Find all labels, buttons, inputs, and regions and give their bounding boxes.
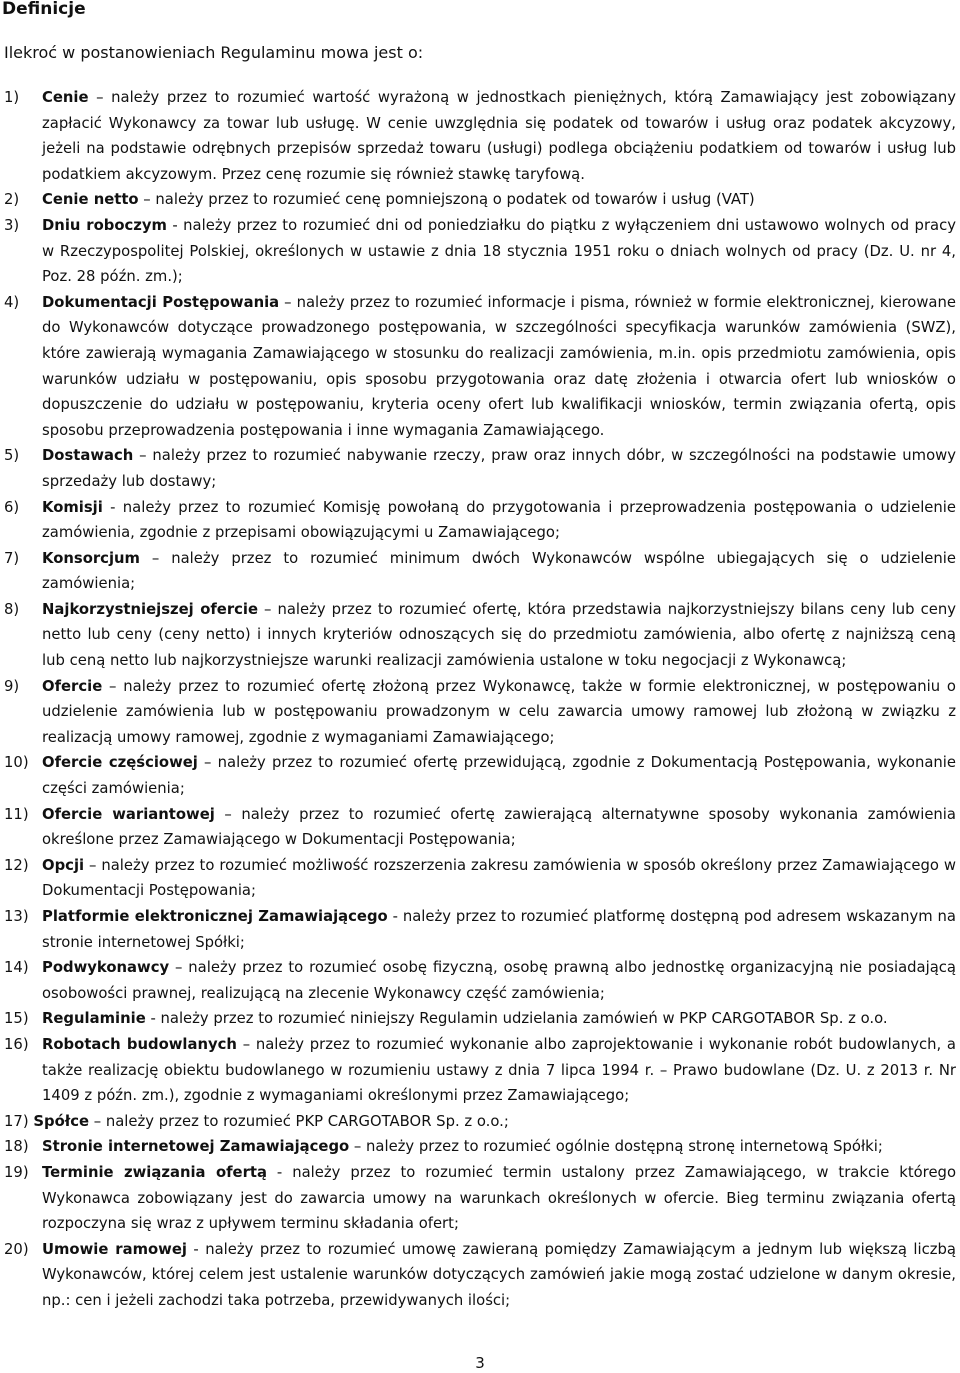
definition-term: Robotach budowlanych — [42, 1035, 237, 1053]
definition-term: Terminie związania ofertą — [42, 1163, 267, 1181]
definition-term: Dokumentacji Postępowania — [42, 293, 280, 311]
definition-text: - należy przez to rozumieć platformę dostępną pod adresem wskazanym na stronie internetowej Spółki; — [42, 908, 956, 951]
definition-item — [4, 1237, 956, 1314]
definition-term: Podwykonawcy — [42, 959, 170, 977]
definition-text: – należy przez to rozumieć ofertę złożoną przez Wykonawcę, także w formie elektronicznej, w postępowaniu o udzielenie zamówienia lub w postępowaniu prowadzonym w celu zawarcia umowy ramowej lub złożoną w związku z realizacją umowy ramowej, zgodnie z wymaganiami Zamawiającego; — [42, 677, 956, 746]
definition-text: – należy przez to rozumieć cenę pomniejszoną o podatek od towarów i usług (VAT) — [138, 191, 755, 209]
definition-item — [4, 1109, 956, 1135]
definition-item — [4, 750, 956, 801]
definition-number: 8) — [4, 600, 20, 618]
definition-number: 12) — [4, 856, 29, 874]
definition-text: – należy przez to rozumieć wartość wyrażoną w jednostkach pieniężnych, którą Zamawiający jest zobowiązany zapłacić Wykonawcy za towar lub usługę. W cenie uwzględnia się podatek od towarów i usług oraz podatek akcyzowy, jeżeli na podstawie odrębnych przepisów sprzedaż towaru (usługi) podlega obciążeniu podatkiem od towarów i usług lub podatkiem akcyzowym. Przez cenę rozumie się również stawkę taryfową. — [42, 89, 956, 183]
definition-number: 11) — [4, 805, 29, 823]
definition-term: Platformie elektronicznej Zamawiającego — [42, 908, 388, 925]
definition-term: Opcji — [42, 856, 85, 874]
definition-number: 17) — [4, 1112, 29, 1130]
definition-text: - należy przez to rozumieć Komisję powołaną do przygotowania i przeprowadzenia postępowania o udzielenie zamówienia, zgodnie z przepisami obowiązującymi u Zamawiającego; — [42, 498, 956, 542]
definition-item — [4, 495, 956, 546]
definition-number: 6) — [4, 498, 20, 516]
definition-term: Spółce — [33, 1112, 90, 1130]
definition-number: 16) — [4, 1035, 29, 1053]
definition-number: 14) — [4, 959, 29, 977]
definition-term: Ofercie wariantowej — [42, 805, 215, 823]
definition-text: – należy przez to rozumieć osobę fizyczną, osobę prawną albo jednostkę organizacyjną nie posiadającą osobowości prawnej, realizującą na zlecenie Wykonawcy część zamówienia; — [42, 959, 956, 1002]
definition-item — [4, 213, 956, 290]
definition-number: 9) — [4, 677, 20, 695]
definition-text: - należy przez to rozumieć umowę zawieraną pomiędzy Zamawiającym a jednym lub większą liczbą Wykonawców, której celem jest ustalenie warunków dotyczących zamówień jakie mogą zostać udzielone w danym okresie, np.: cen i jeżeli zachodzi taka potrzeba, przewidywanych ilości; — [42, 1240, 957, 1309]
definition-text: - należy przez to rozumieć niniejszy Regulamin udzielania zamówień w PKP CARGOTABOR Sp. z o.o. — [145, 1010, 888, 1028]
definition-item — [4, 187, 956, 213]
definition-term: Komisji — [42, 498, 103, 516]
definition-item — [4, 546, 956, 597]
definition-number: 2) — [4, 191, 20, 209]
definition-term: Regulaminie — [42, 1010, 146, 1028]
definition-term: Konsorcjum — [42, 549, 140, 567]
definition-text: - należy przez to rozumieć dni od poniedziałku do piątku z wyłączeniem dni ustawowo wolnych od pracy w Rzeczypospolitej Polskiej, określonych w ustawie z dnia 18 stycznia 1951 roku o dniach wolnych od pracy (Dz. U. nr 4, Poz. 28 późn. zm.); — [42, 216, 956, 286]
definition-text: – należy przez to rozumieć PKP CARGOTABOR Sp. z o.o.; — [89, 1112, 509, 1130]
page-number: 3 — [475, 1354, 485, 1372]
definition-number: 15) — [4, 1010, 29, 1028]
definition-item — [4, 674, 956, 751]
definition-text: – należy przez to rozumieć wykonanie albo zaprojektowanie i wykonanie robót budowlanych, a także realizację obiektu budowlanego w rozumieniu ustawy z dnia 7 lipca 1994 r. – Prawo budowlane (Dz. U. z 2013 r. Nr 1409 z późn. zm.), zgodnie z wymaganiami określonymi przez Zamawiającego; — [42, 1035, 956, 1105]
definition-text: – należy przez to rozumieć minimum dwóch Wykonawców wspólne ubiegających się o udzielenie zamówienia; — [42, 549, 956, 593]
definition-text: – należy przez to rozumieć nabywanie rzeczy, praw oraz innych dóbr, w szczególności na podstawie umowy sprzedaży lub dostawy; — [42, 447, 956, 490]
definition-text: – należy przez to rozumieć ogólnie dostępną stronę internetową Spółki; — [349, 1138, 883, 1156]
definition-number: 18) — [4, 1138, 29, 1156]
definition-number: 5) — [4, 447, 20, 465]
definition-item — [4, 904, 956, 955]
definition-number: 10) — [4, 754, 29, 772]
definition-term: Cenie netto — [42, 191, 139, 209]
definition-number: 7) — [4, 549, 20, 567]
definition-term: Cenie — [42, 89, 89, 106]
definition-item — [4, 1032, 956, 1109]
section-heading: Definicje — [2, 0, 86, 19]
definition-number: 1) — [4, 89, 20, 106]
definition-term: Umowie ramowej — [42, 1240, 187, 1258]
definition-term: Dostawach — [42, 447, 134, 465]
definition-item — [4, 85, 956, 187]
definition-item — [4, 802, 956, 853]
definition-term: Dniu roboczym — [42, 216, 167, 234]
definition-text: - należy przez to rozumieć termin ustalony przez Zamawiającego, w trakcie którego Wykonawca zobowiązany jest do zawarcia umowy na warunkach określonych w ofercie. Bieg terminu związania ofertą rozpoczyna się wraz z upływem terminu składania ofert; — [42, 1163, 956, 1233]
definitions-list — [4, 85, 956, 1314]
definition-item — [4, 1134, 956, 1160]
intro-paragraph: Ilekroć w postanowieniach Regulaminu mowa jest o: — [4, 43, 424, 62]
definition-item — [4, 290, 956, 444]
definition-text: – należy przez to rozumieć ofertę, która przedstawia najkorzystniejszy bilans ceny lub ceny netto lub ceny (ceny netto) i innych kryteriów odnoszących się do przedmiotu zamówienia, albo ofertę z najniższą ceną lub ceną netto lub najkorzystniejsze warunki realizacji zamówienia ustalone w toku negocjacji z Wykonawcą; — [42, 600, 956, 670]
definition-text: – należy przez to rozumieć ofertę przewidującą, zgodnie z Dokumentacją Postępowania, wykonanie części zamówienia; — [42, 754, 956, 798]
definition-item — [4, 443, 956, 494]
definition-term: Stronie internetowej Zamawiającego — [42, 1138, 350, 1156]
definition-number: 4) — [4, 293, 20, 311]
definition-item — [4, 1160, 956, 1237]
definition-number: 13) — [4, 908, 29, 925]
definition-term: Ofercie — [42, 677, 103, 695]
definition-item — [4, 955, 956, 1006]
definition-item — [4, 1006, 956, 1032]
definition-number: 20) — [4, 1240, 29, 1258]
definition-item — [4, 853, 956, 904]
definition-text: – należy przez to rozumieć informacje i pisma, również w formie elektronicznej, kierowane do Wykonawców dotyczące prowadzonego postępowania, w szczególności specyfikacja warunków zamówienia (SWZ), które zawierają wymagania Zamawiającego w stosunku do realizacji zamówienia, m.in. opis przedmiotu zamówienia, opis warunków udziału w postępowaniu, opis sposobu przygotowania oraz datę złożenia i otwarcia ofert lub wniosków o dopuszczenie do udziału w postępowaniu, kryteria oceny ofert lub kwalifikacji wniosków, termin związania ofertą, opis sposobu przeprowadzenia postępowania i inne wymagania Zamawiającego. — [42, 293, 956, 439]
definition-number: 3) — [4, 216, 20, 234]
definition-item — [4, 597, 956, 674]
definition-text: – należy przez to rozumieć możliwość rozszerzenia zakresu zamówienia w sposób określony przez Zamawiającego w Dokumentacji Postępowania; — [42, 856, 956, 900]
definition-term: Ofercie częściowej — [42, 754, 198, 772]
definition-number: 19) — [4, 1163, 29, 1181]
definition-term: Najkorzystniejszej ofercie — [42, 600, 259, 618]
definition-text: – należy przez to rozumieć ofertę zawierającą alternatywne sposoby wykonania zamówienia określone przez Zamawiającego w Dokumentacji Postępowania; — [42, 805, 956, 849]
